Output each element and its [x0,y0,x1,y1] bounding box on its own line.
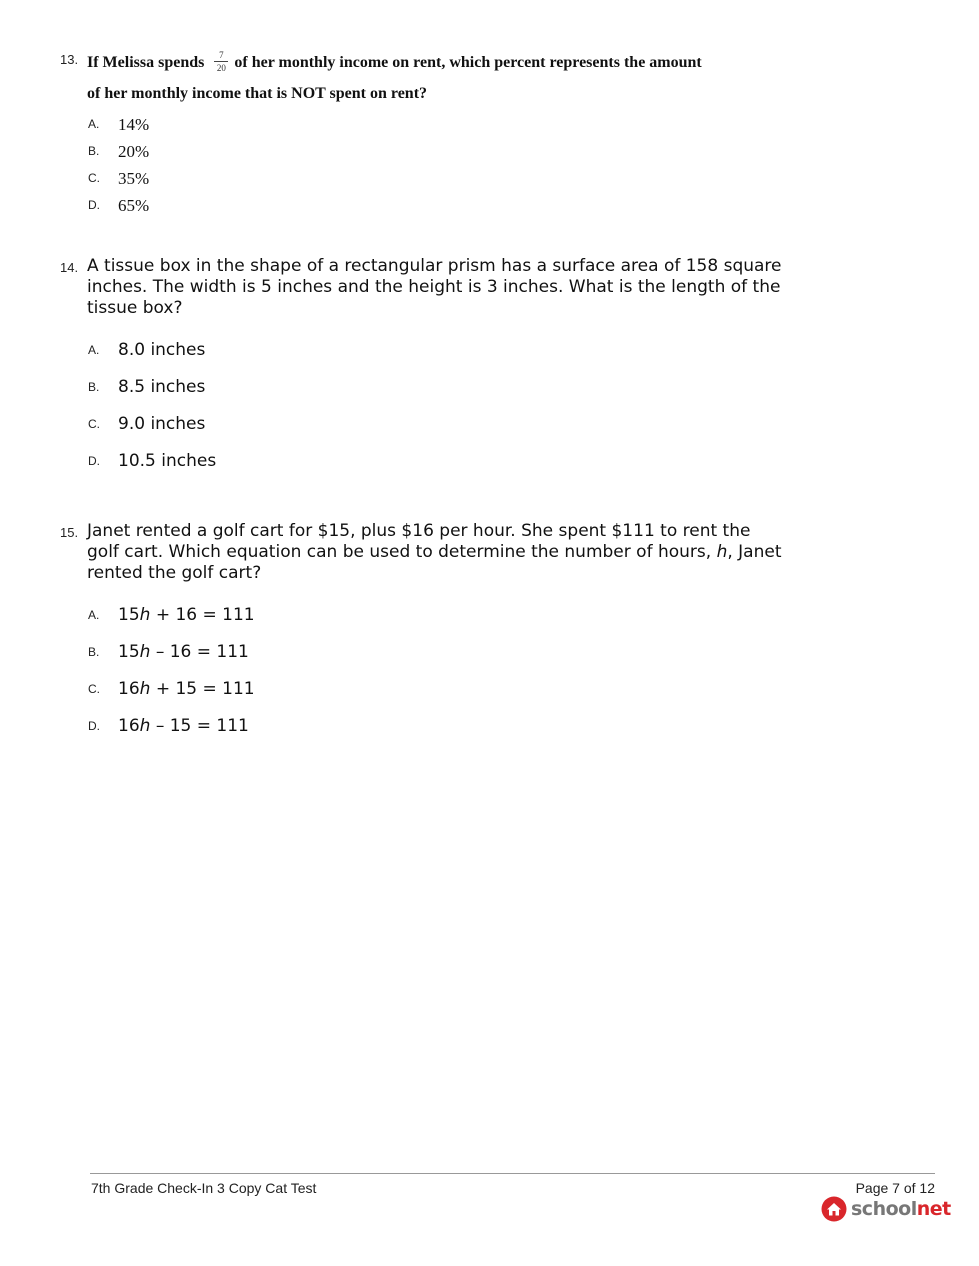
option-equation [118,716,249,736]
coefficient: 15 [118,642,140,662]
stem-text: If Melissa spends [87,54,205,71]
option-letter: C. [88,682,100,696]
variable: h [139,642,151,662]
stem-text: of her monthly income on rent, which percent represents the amount [234,54,702,71]
logo-net: net [916,1198,951,1220]
logo-school: school [851,1198,917,1220]
fraction-denominator: 20 [216,62,226,73]
option-letter: A. [88,117,100,131]
option-letter: B. [88,380,100,394]
variable: h [139,605,151,625]
question-stem: A tissue box in the shape of a rectangular prism has a surface area of 158 square inches. The width is 5 inches and the height is 3 inches. What is the length of the tissue box? [87,256,782,318]
question-stem [87,47,787,109]
option-letter: D. [88,719,100,733]
footer-divider [90,1173,935,1174]
option-text: 9.0 inches [118,414,206,434]
stem-text: , Janet rented the golf cart? [87,542,782,583]
option-letter: D. [88,198,100,212]
fraction-bar [214,61,228,62]
fraction-numerator: 7 [219,49,224,60]
equation-rest: + 15 = 111 [150,679,255,699]
stem-text: of her monthly income that is NOT spent on rent? [87,85,428,102]
coefficient: 16 [118,716,140,736]
option-letter: A. [88,608,100,622]
option-letter: A. [88,343,100,357]
page-number: Page 7 of 12 [855,1180,935,1196]
stem-variable: h [716,542,728,562]
stem-text: Janet rented a golf cart for $15, plus $16 per hour. She spent $111 to rent the golf cart. Which equation can be used to determine the number of hours, [87,521,751,562]
coefficient: 15 [118,605,140,625]
coefficient: 16 [118,679,140,699]
variable: h [139,716,151,736]
logo-wordmark [851,1198,951,1220]
question-number: 15. [60,525,79,540]
option-letter: B. [88,645,100,659]
option-letter: C. [88,417,100,431]
schoolnet-house-icon [821,1196,847,1222]
option-text: 8.5 inches [118,377,206,397]
test-title: 7th Grade Check-In 3 Copy Cat Test [91,1180,317,1196]
option-letter: D. [88,454,100,468]
equation-rest: + 16 = 111 [150,605,255,625]
equation-rest: – 15 = 111 [150,716,249,736]
option-text: 65% [118,196,150,215]
option-letter: B. [88,144,100,158]
fraction [214,50,228,73]
option-equation [118,679,255,699]
option-text: 8.0 inches [118,340,206,360]
option-text: 20% [118,142,150,161]
equation-rest: – 16 = 111 [150,642,249,662]
option-letter: C. [88,171,100,185]
question-number: 14. [60,260,79,275]
question-stem [87,521,787,584]
option-text: 14% [118,115,150,134]
option-equation [118,642,249,662]
question-number: 13. [60,52,79,67]
option-text: 35% [118,169,150,188]
variable: h [139,679,151,699]
option-text: 10.5 inches [118,451,217,471]
option-equation [118,605,255,625]
schoolnet-logo [821,1195,951,1223]
